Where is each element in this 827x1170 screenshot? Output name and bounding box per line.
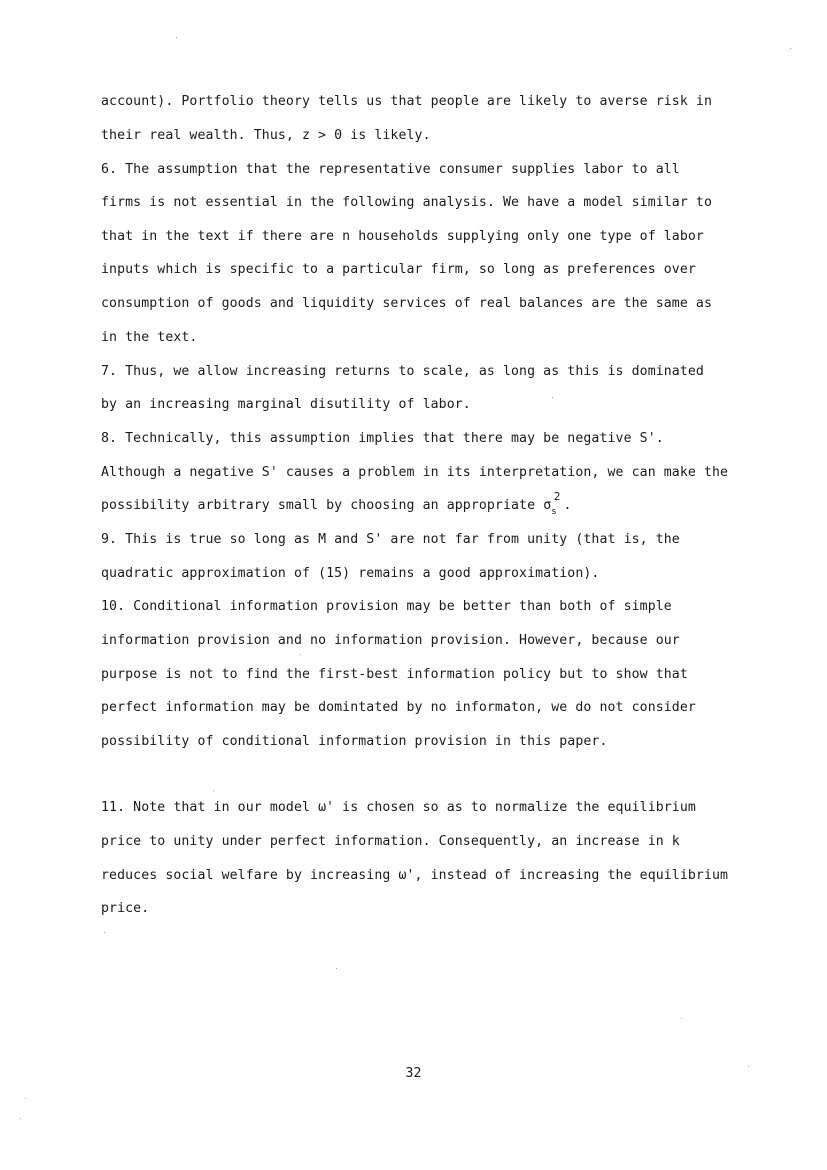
footnote-7: 7. Thus, we allow increasing returns to scale, as long as this is dominated	[101, 364, 704, 379]
sigma-subscript: s	[551, 507, 557, 517]
footnote-6: 6. The assumption that the representative consumer supplies labor to all	[101, 162, 680, 177]
text-line: perfect information may be domintated by no informaton, we do not consider	[101, 700, 696, 715]
scan-speck	[104, 932, 105, 933]
scan-speck	[681, 1018, 682, 1019]
text-line: inputs which is specific to a particular firm, so long as preferences over	[101, 262, 696, 277]
text-line: consumption of goods and liquidity services of real balances are the same as	[101, 296, 713, 311]
text-line: reduces social welfare by increasing ω', instead of increasing the equilibrium	[101, 868, 729, 883]
text-line: by an increasing marginal disutility of labor.	[101, 397, 471, 412]
text-line: account). Portfolio theory tells us that people are likely to averse risk in	[101, 94, 713, 109]
scan-speck	[336, 968, 337, 969]
text-line: possibility of conditional information provision in this paper.	[101, 734, 608, 749]
text-line: price.	[101, 901, 150, 916]
footnote-11: 11. Note that in our model ω' is chosen so as to normalize the equilibrium	[101, 800, 696, 815]
scan-speck	[552, 397, 553, 398]
page-number: 32	[405, 1066, 422, 1081]
footnote-10: 10. Conditional information provision may be better than both of simple	[101, 599, 672, 614]
text-line: firms is not essential in the following analysis. We have a model similar to	[101, 195, 713, 210]
text-line: their real wealth. Thus, z > 0 is likely.	[101, 128, 431, 143]
text-line-with-sigma	[101, 490, 572, 517]
sigma-trailing-period: .	[563, 498, 572, 513]
text-line: quadratic approximation of (15) remains a good approximation).	[101, 566, 600, 581]
sigma-symbol: σ	[543, 498, 552, 513]
text-line: price to unity under perfect information. Consequently, an increase in k	[101, 834, 680, 849]
scan-speck	[176, 37, 177, 38]
text-line: in the text.	[101, 330, 198, 345]
scan-speck	[300, 654, 301, 655]
scan-speck	[20, 1118, 21, 1119]
text-line: that in the text if there are n households supplying only one type of labor	[101, 229, 704, 244]
text-line: Although a negative S' causes a problem in its interpretation, we can make the	[101, 465, 729, 480]
sigma-superscript: 2	[553, 490, 561, 503]
scan-speck	[25, 1098, 26, 1099]
text-segment: possibility arbitrary small by choosing an appropriate	[101, 498, 544, 513]
text-line: purpose is not to find the first-best information policy but to show that	[101, 667, 688, 682]
scan-speck	[790, 48, 791, 49]
text-line: information provision and no information provision. However, because our	[101, 633, 680, 648]
footnote-9: 9. This is true so long as M and S' are not far from unity (that is, the	[101, 532, 680, 547]
footnote-8: 8. Technically, this assumption implies that there may be negative S'.	[101, 431, 664, 446]
scan-speck	[748, 1066, 749, 1067]
scan-speck	[213, 790, 214, 791]
